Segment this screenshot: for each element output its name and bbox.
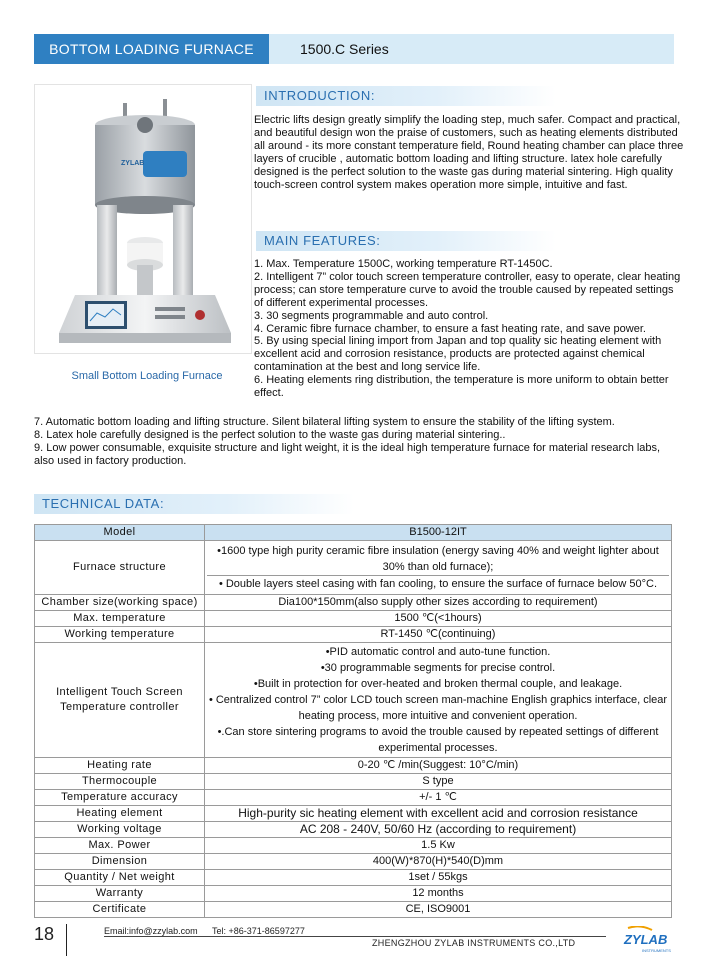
footer-company: ZHENGZHOU ZYLAB INSTRUMENTS CO.,LTD bbox=[372, 938, 576, 948]
header-series: 1500.C Series bbox=[300, 41, 389, 57]
spec-value: Dia100*150mm(also supply other sizes according to requirement) bbox=[205, 595, 672, 611]
spec-label: Chamber size(working space) bbox=[35, 595, 205, 611]
spec-value: CE, ISO9001 bbox=[205, 902, 672, 918]
spec-value: 1.5 Kw bbox=[205, 838, 672, 854]
features-heading: MAIN FEATURES: bbox=[264, 233, 381, 248]
table-row bbox=[35, 643, 672, 758]
spec-value: 12 months bbox=[205, 886, 672, 902]
spec-value: High-purity sic heating element with excellent acid and corrosion resistance bbox=[205, 806, 672, 822]
spec-value bbox=[205, 541, 672, 595]
table-row bbox=[35, 758, 672, 774]
spec-line: •Built in protection for over-heated and broken thermal couple, and leakage. bbox=[253, 678, 623, 690]
feature-item: 3. 30 segments programmable and auto control. bbox=[254, 309, 489, 322]
product-caption: Small Bottom Loading Furnace bbox=[71, 370, 223, 382]
spec-value: S type bbox=[205, 774, 672, 790]
feature-item: 2. Intelligent 7” color touch screen temperature controller, easy to operate, clear heating process; can store temperature curve to avoid the trouble caused by repeated settings of different experimental processes. bbox=[254, 270, 681, 309]
logo-subtext: INSTRUMENTS bbox=[642, 948, 671, 953]
footer-rule bbox=[104, 936, 606, 937]
spec-value: 0-20 ℃ /min(Suggest: 10°C/min) bbox=[205, 758, 672, 774]
spec-label: Intelligent Touch Screen Temperature controller bbox=[35, 643, 205, 758]
table-row bbox=[35, 595, 672, 611]
technical-banner bbox=[34, 494, 354, 514]
spec-line: •.Can store sintering programs to avoid the trouble caused by repeated settings of different experimental processes. bbox=[217, 726, 659, 754]
table-row bbox=[35, 611, 672, 627]
table-row bbox=[35, 838, 672, 854]
feature-item: 1. Max. Temperature 1500C, working temperature RT-1450C. bbox=[254, 258, 553, 270]
table-row bbox=[35, 627, 672, 643]
feature-item: 8. Latex hole carefully designed is the perfect solution to the waste gas during material sintering.. bbox=[34, 428, 506, 441]
spec-table bbox=[34, 524, 672, 918]
spec-value: RT-1450 ℃(continuing) bbox=[205, 627, 672, 643]
table-row bbox=[35, 822, 672, 838]
spec-label: Max. Power bbox=[35, 838, 205, 854]
zylab-logo bbox=[622, 926, 678, 960]
logo-text: ZYLAB bbox=[624, 932, 668, 947]
spec-line: •30 programmable segments for precise control. bbox=[320, 662, 556, 674]
spec-line: • Centralized control 7” color LCD touch screen man-machine English graphics interface, clear heating process, more intuitive and convenient operation. bbox=[208, 694, 668, 722]
spec-label: Furnace structure bbox=[35, 541, 205, 595]
introduction-banner bbox=[256, 86, 556, 106]
feature-item: 5. By using special lining import from Japan and top quality sic heating element with excellent acid and corrosion resistance, products are protected against chemical contamination at the best and long service life. bbox=[254, 335, 662, 374]
spec-value: 1set / 55kgs bbox=[205, 870, 672, 886]
spec-label: Model bbox=[35, 525, 205, 541]
table-row bbox=[35, 902, 672, 918]
spec-label: Warranty bbox=[35, 886, 205, 902]
features-banner bbox=[256, 231, 556, 251]
table-row bbox=[35, 541, 672, 595]
table-row bbox=[35, 790, 672, 806]
spec-value: 400(W)*870(H)*540(D)mm bbox=[205, 854, 672, 870]
footer-contact bbox=[104, 926, 317, 936]
footer-tel: Tel: +86-371-86597277 bbox=[212, 926, 305, 936]
spec-value: B1500-12IT bbox=[205, 525, 672, 541]
spec-label: Working voltage bbox=[35, 822, 205, 838]
product-photo bbox=[34, 84, 252, 354]
brand-logo: ZYLAB bbox=[121, 160, 145, 167]
spec-label: Certificate bbox=[35, 902, 205, 918]
spec-line: • Double layers steel casing with fan cooling, to ensure the surface of furnace below 50°C. bbox=[207, 575, 669, 592]
spec-line: •PID automatic control and auto-tune function. bbox=[325, 646, 551, 658]
spec-label: Heating rate bbox=[35, 758, 205, 774]
features-list-wide bbox=[34, 416, 682, 468]
spec-label: Heating element bbox=[35, 806, 205, 822]
technical-heading: TECHNICAL DATA: bbox=[42, 496, 165, 511]
feature-item: 7. Automatic bottom loading and lifting structure. Silent bilateral lifting system to ensure the stability of the lifting system. bbox=[34, 416, 615, 428]
table-row bbox=[35, 886, 672, 902]
furnace-product-photo bbox=[35, 85, 251, 353]
spec-label: Thermocouple bbox=[35, 774, 205, 790]
introduction-text: Electric lifts design greatly simplify the loading step, much safer. Compact and practical, and beautiful design won the praise of customers, such as heating elements distributed all around - its more constant temperature field, Round heating chamber can place three layers of crucible , automatic bottom loading and lifting structure. latex hole carefully designed is the perfect solution to the waste gas during material sintering. High quality touch-screen control system makes operation more simple, intuitive and fast. bbox=[254, 114, 684, 191]
spec-label: Max. temperature bbox=[35, 611, 205, 627]
table-row bbox=[35, 806, 672, 822]
spec-value: AC 208 - 240V, 50/60 Hz (according to requirement) bbox=[205, 822, 672, 838]
features-list bbox=[254, 258, 684, 400]
footer-email[interactable]: Email:info@zzylab.com bbox=[104, 926, 198, 936]
spec-value bbox=[205, 643, 672, 758]
table-header-row bbox=[35, 525, 672, 541]
feature-item: 6. Heating elements ring distribution, the temperature is more uniform to obtain better effect. bbox=[254, 374, 669, 400]
spec-value: +/- 1 ℃ bbox=[205, 790, 672, 806]
table-row bbox=[35, 870, 672, 886]
header-title: BOTTOM LOADING FURNACE bbox=[34, 34, 269, 64]
spec-line: •1600 type high purity ceramic fibre insulation (energy saving 40% and weight lighter about 30% than old furnace); bbox=[217, 545, 659, 573]
feature-item: 4. Ceramic fibre furnace chamber, to ensure a fast heating rate, and save power. bbox=[254, 322, 646, 335]
spec-label: Working temperature bbox=[35, 627, 205, 643]
spec-label: Quantity / Net weight bbox=[35, 870, 205, 886]
introduction-heading: INTRODUCTION: bbox=[264, 88, 376, 103]
spec-label: Dimension bbox=[35, 854, 205, 870]
table-row bbox=[35, 854, 672, 870]
spec-label: Temperature accuracy bbox=[35, 790, 205, 806]
feature-item: 9. Low power consumable, exquisite structure and light weight, it is the ideal high temperature furnace for material research labs, also used in factory production. bbox=[34, 441, 661, 467]
table-row bbox=[35, 774, 672, 790]
footer-divider bbox=[66, 924, 67, 956]
spec-value: 1500 ℃(<1hours) bbox=[205, 611, 672, 627]
page-number: 18 bbox=[34, 924, 55, 944]
